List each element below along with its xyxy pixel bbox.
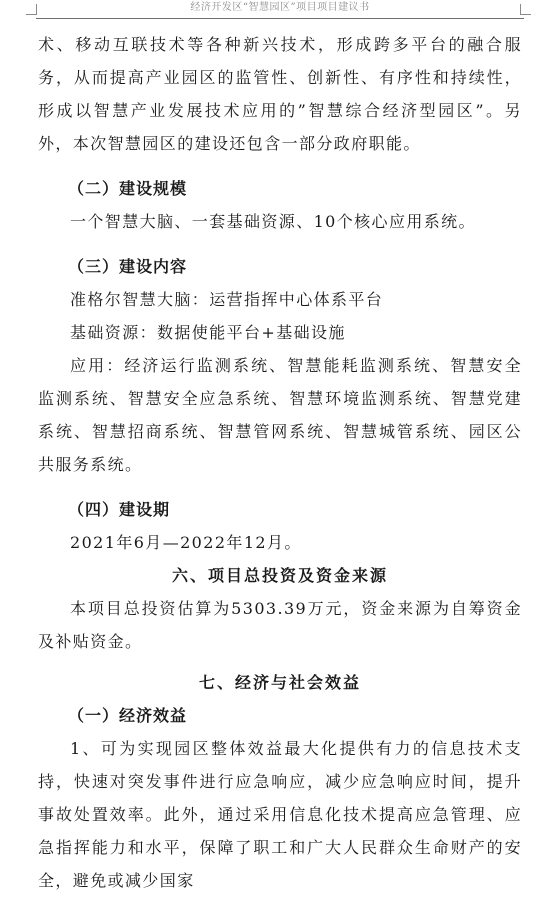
smart-brain-text: 准格尔智慧大脑：运营指挥中心体系平台 [70, 290, 384, 309]
page-header: 经济开发区“智慧园区”项目项目建议书 [36, 0, 524, 19]
construction-period-text: 2021年6月—2022年12月。 [70, 533, 302, 552]
applications-text: 应用：经济运行监测系统、智慧能耗监测系统、智慧安全监测系统、智慧安全应急系统、智慧环境监测系统、智慧党建系统、智慧招商系统、智慧管网系统、智慧城管系统、园区公共服务系统。 [38, 356, 522, 474]
heading-construction-scale: （二）建设规模 [68, 179, 188, 198]
heading-construction-content: （三）建设内容 [68, 257, 188, 276]
heading-economic-benefits: （一）经济效益 [68, 706, 188, 725]
construction-scale-text: 一个智慧大脑、一套基础资源、10个核心应用系统。 [70, 212, 476, 231]
heading-economic-social-benefits: 七、经济与社会效益 [198, 673, 361, 692]
heading-construction-period: （四）建设期 [68, 500, 171, 519]
investment-text: 本项目总投资估算为5303.39万元，资金来源为自筹资金及补贴资金。 [38, 599, 522, 651]
paragraph-continuation: 术、移动互联技术等各种新兴技术，形成跨多平台的融合服务，从而提高产业园区的监管性、创新性、有序性和持续性，形成以智慧产业发展技术应用的”智慧综合经济型园区”。另外，本次智慧园区的建设还包含一部分政府职能。 [38, 35, 522, 153]
economic-benefits-text: 1、可为实现园区整体效益最大化提供有力的信息技术支持，快速对突发事件进行应急响应，减少应急响应时间，提升事故处置效率。此外，通过采用信息化技术提高应急管理、应急指挥能力和水平，保障了职工和广大人民群众生命财产的安全，避免或减少国家 [38, 739, 522, 890]
document-body [38, 28, 522, 897]
base-resources-text: 基础资源：数据使能平台+基础设施 [70, 323, 346, 342]
heading-total-investment: 六、项目总投资及资金来源 [171, 566, 388, 585]
